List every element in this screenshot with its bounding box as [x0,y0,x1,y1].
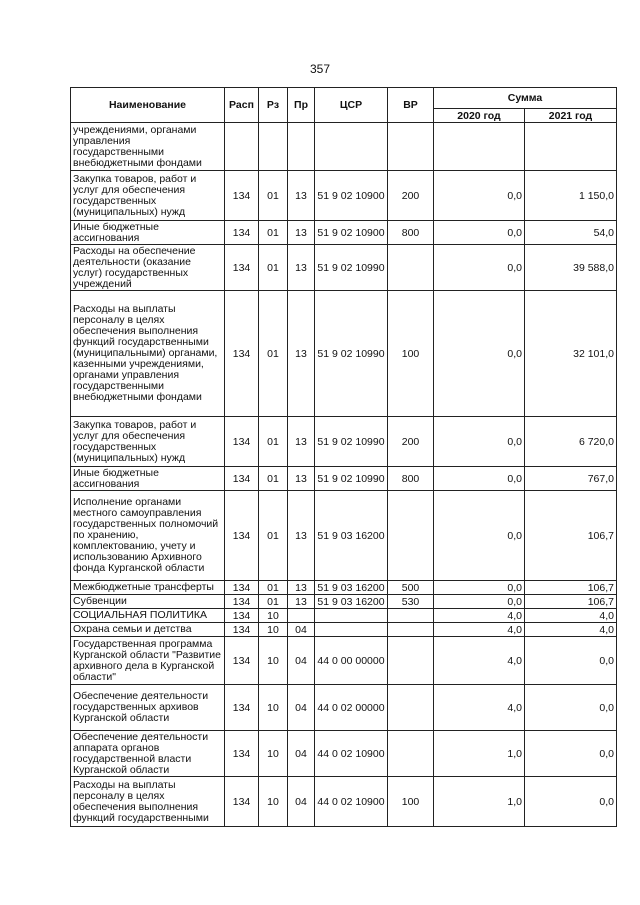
table-row [71,609,617,623]
cell-2020: 0,0 [434,245,525,291]
cell-2021: 54,0 [525,221,617,245]
cell-2020: 1,0 [434,777,525,827]
cell-vr: 100 [388,777,434,827]
cell-pr: 13 [288,245,315,291]
header-year-2020: 2020 год [434,109,525,123]
cell-csr: 44 0 02 10900 [315,777,388,827]
table-row [71,171,617,221]
table-row [71,777,617,827]
cell-2020: 0,0 [434,467,525,491]
cell-csr: 44 0 00 00000 [315,637,388,685]
cell-pr [288,123,315,171]
cell-name: Исполнение органами местного самоуправления государственных полномочий по хранению, комплектованию, учету и использованию Архивного фонда Курганской области [71,491,225,581]
cell-rasp: 134 [225,581,259,595]
cell-pr: 13 [288,417,315,467]
cell-pr: 13 [288,291,315,417]
cell-name: учреждениями, органами управления государственными внебюджетными фондами [71,123,225,171]
cell-2020: 0,0 [434,581,525,595]
cell-rz: 01 [259,581,288,595]
cell-vr: 200 [388,171,434,221]
cell-name: СОЦИАЛЬНАЯ ПОЛИТИКА [71,609,225,623]
table-row [71,731,617,777]
cell-csr [315,123,388,171]
cell-vr [388,637,434,685]
cell-2020: 0,0 [434,417,525,467]
cell-2020: 0,0 [434,221,525,245]
cell-vr [388,609,434,623]
cell-rz: 01 [259,491,288,581]
cell-vr: 500 [388,581,434,595]
header-pr: Пр [288,88,315,123]
cell-name: Охрана семьи и детства [71,623,225,637]
cell-csr: 44 0 02 00000 [315,685,388,731]
cell-rz: 01 [259,467,288,491]
cell-rz: 01 [259,221,288,245]
cell-pr: 04 [288,731,315,777]
cell-2021: 32 101,0 [525,291,617,417]
table-row [71,417,617,467]
cell-rasp: 134 [225,467,259,491]
cell-vr [388,245,434,291]
cell-2020: 4,0 [434,623,525,637]
cell-pr: 13 [288,595,315,609]
cell-2021: 106,7 [525,581,617,595]
cell-name: Межбюджетные трансферты [71,581,225,595]
cell-rz: 10 [259,609,288,623]
cell-name: Закупка товаров, работ и услуг для обеспечения государственных (муниципальных) нужд [71,417,225,467]
cell-2021: 1 150,0 [525,171,617,221]
cell-rasp: 134 [225,685,259,731]
cell-csr [315,623,388,637]
header-sum: Сумма [434,88,617,109]
page-number: 357 [309,62,331,76]
cell-pr: 13 [288,491,315,581]
table-row [71,595,617,609]
cell-name: Иные бюджетные ассигнования [71,221,225,245]
cell-pr: 04 [288,637,315,685]
cell-2021: 4,0 [525,609,617,623]
cell-rz: 01 [259,171,288,221]
cell-csr: 51 9 02 10990 [315,467,388,491]
cell-pr: 04 [288,685,315,731]
cell-vr [388,731,434,777]
cell-rasp: 134 [225,731,259,777]
cell-vr [388,623,434,637]
cell-vr [388,685,434,731]
cell-csr: 51 9 02 10900 [315,171,388,221]
cell-csr: 51 9 02 10990 [315,417,388,467]
cell-rz: 10 [259,777,288,827]
cell-rasp: 134 [225,417,259,467]
cell-vr: 100 [388,291,434,417]
cell-pr: 04 [288,623,315,637]
cell-rasp [225,123,259,171]
header-vr: ВР [388,88,434,123]
cell-2020: 0,0 [434,291,525,417]
cell-2020: 4,0 [434,609,525,623]
cell-2020: 4,0 [434,685,525,731]
table-row [71,637,617,685]
cell-name: Обеспечение деятельности аппарата органов государственной власти Курганской области [71,731,225,777]
cell-rz [259,123,288,171]
table-body [71,123,617,827]
cell-name: Расходы на выплаты персоналу в целях обеспечения выполнения функций государственными (муниципальными) органами, казенными учреждениями, органами управления государственными внебюджетными фондами [71,291,225,417]
cell-vr: 200 [388,417,434,467]
cell-vr: 530 [388,595,434,609]
cell-2021: 767,0 [525,467,617,491]
cell-pr [288,609,315,623]
cell-name: Расходы на обеспечение деятельности (оказание услуг) государственных учреждений [71,245,225,291]
cell-rz: 10 [259,685,288,731]
cell-rz: 01 [259,245,288,291]
cell-rasp: 134 [225,609,259,623]
cell-rz: 01 [259,417,288,467]
header-rz: Рз [259,88,288,123]
cell-csr: 51 9 03 16200 [315,491,388,581]
table-row [71,123,617,171]
cell-name: Субвенции [71,595,225,609]
table-row [71,245,617,291]
cell-pr: 13 [288,171,315,221]
cell-rasp: 134 [225,491,259,581]
table-row [71,467,617,491]
cell-2021: 0,0 [525,777,617,827]
cell-rasp: 134 [225,245,259,291]
table-row [71,291,617,417]
cell-rz: 10 [259,623,288,637]
cell-2020: 4,0 [434,637,525,685]
cell-csr [315,609,388,623]
cell-rasp: 134 [225,171,259,221]
header-name: Наименование [71,88,225,123]
cell-2021: 0,0 [525,637,617,685]
cell-rasp: 134 [225,221,259,245]
cell-vr [388,491,434,581]
cell-csr: 51 9 03 16200 [315,581,388,595]
cell-vr: 800 [388,467,434,491]
cell-name: Закупка товаров, работ и услуг для обеспечения государственных (муниципальных) нужд [71,171,225,221]
cell-vr [388,123,434,171]
cell-pr: 13 [288,221,315,245]
cell-rz: 01 [259,595,288,609]
cell-pr: 13 [288,467,315,491]
cell-csr: 51 9 02 10900 [315,221,388,245]
cell-rasp: 134 [225,623,259,637]
cell-2020 [434,123,525,171]
cell-csr: 51 9 03 16200 [315,595,388,609]
cell-vr: 800 [388,221,434,245]
cell-csr: 51 9 02 10990 [315,291,388,417]
cell-2020: 0,0 [434,595,525,609]
cell-2021: 106,7 [525,595,617,609]
table-row [71,623,617,637]
cell-rz: 10 [259,637,288,685]
cell-rz: 10 [259,731,288,777]
header-rasp: Расп [225,88,259,123]
cell-2021: 39 588,0 [525,245,617,291]
header-csr: ЦСР [315,88,388,123]
cell-2021 [525,123,617,171]
cell-rz: 01 [259,291,288,417]
cell-2021: 106,7 [525,491,617,581]
cell-pr: 13 [288,581,315,595]
cell-name: Государственная программа Курганской области "Развитие архивного дела в Курганской области" [71,637,225,685]
cell-2021: 0,0 [525,731,617,777]
cell-pr: 04 [288,777,315,827]
cell-2020: 1,0 [434,731,525,777]
cell-rasp: 134 [225,777,259,827]
header-year-2021: 2021 год [525,109,617,123]
table-row [71,491,617,581]
cell-2021: 0,0 [525,685,617,731]
cell-rasp: 134 [225,595,259,609]
table-row [71,685,617,731]
cell-2020: 0,0 [434,491,525,581]
cell-2021: 6 720,0 [525,417,617,467]
budget-table [70,87,617,827]
cell-csr: 51 9 02 10990 [315,245,388,291]
cell-name: Обеспечение деятельности государственных архивов Курганской области [71,685,225,731]
cell-csr: 44 0 02 10900 [315,731,388,777]
cell-2021: 4,0 [525,623,617,637]
cell-2020: 0,0 [434,171,525,221]
table-row [71,221,617,245]
cell-rasp: 134 [225,637,259,685]
table-row [71,581,617,595]
cell-name: Расходы на выплаты персоналу в целях обеспечения выполнения функций государственными [71,777,225,827]
cell-rasp: 134 [225,291,259,417]
cell-name: Иные бюджетные ассигнования [71,467,225,491]
